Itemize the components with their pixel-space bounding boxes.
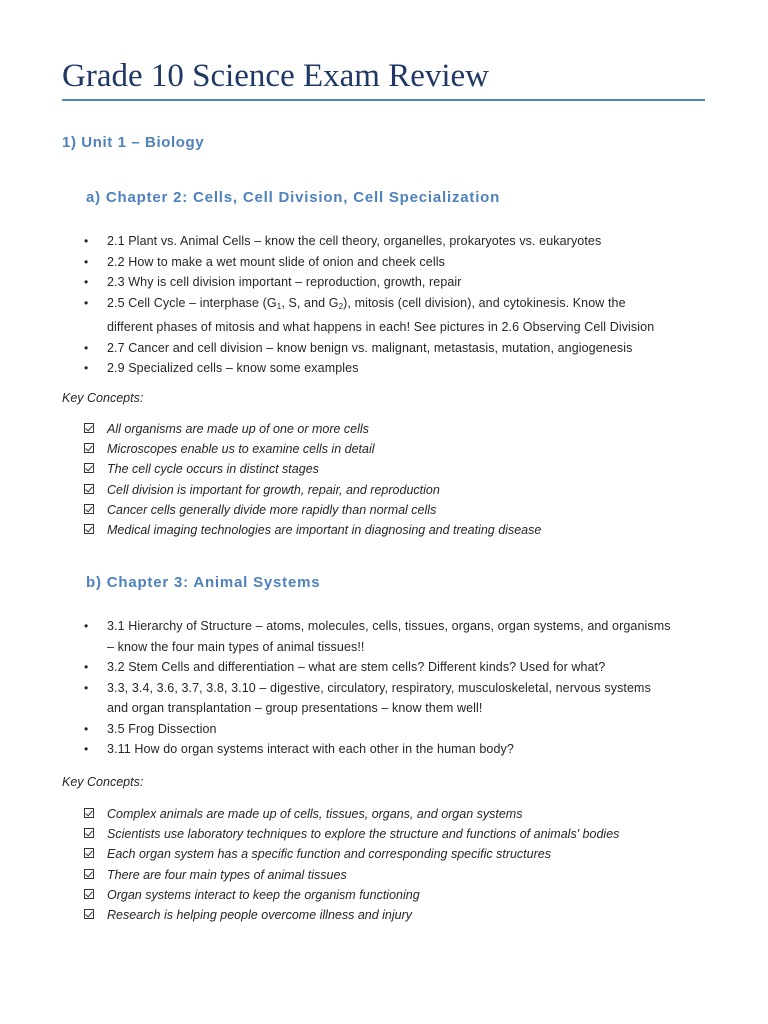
checked-box-icon <box>84 869 94 879</box>
chapter-3-topic-list <box>84 616 674 760</box>
list-item: • 3.5 Frog Dissection <box>84 719 674 740</box>
chapter-3-heading: b) Chapter 3: Animal Systems <box>86 574 321 591</box>
checked-box-icon <box>84 463 94 473</box>
list-item: Research is helping people overcome illness and injury <box>84 905 704 925</box>
list-item: Cancer cells generally divide more rapidly than normal cells <box>84 500 704 520</box>
bullet-icon: • <box>84 234 89 248</box>
list-item: All organisms are made up of one or more cells <box>84 419 704 439</box>
list-item: • 3.2 Stem Cells and differentiation – what are stem cells? Different kinds? Used for what? <box>84 657 674 678</box>
checked-box-icon <box>84 484 94 494</box>
bullet-icon: • <box>84 361 89 375</box>
list-item: Scientists use laboratory techniques to explore the structure and functions of animals' bodies <box>84 824 704 844</box>
list-item: Cell division is important for growth, repair, and reproduction <box>84 480 704 500</box>
checked-box-icon <box>84 909 94 919</box>
unit-heading: 1) Unit 1 – Biology <box>62 134 205 151</box>
bullet-icon: • <box>84 680 89 695</box>
bullet-icon: • <box>84 742 89 756</box>
checked-box-icon <box>84 504 94 514</box>
title-underline <box>62 99 705 101</box>
list-item: • 3.1 Hierarchy of Structure – atoms, molecules, cells, tissues, organs, organ systems, and organisms – know the four main types of animal tissues!! <box>84 616 674 657</box>
checked-box-icon <box>84 808 94 818</box>
list-item: • 3.11 How do organ systems interact with each other in the human body? <box>84 739 674 760</box>
list-item <box>84 293 674 338</box>
list-item: • 2.7 Cancer and cell division – know benign vs. malignant, metastasis, mutation, angiogenesis <box>84 338 674 359</box>
bullet-icon: • <box>84 340 89 355</box>
bullet-icon: • <box>84 619 89 633</box>
checked-box-icon <box>84 524 94 534</box>
list-item: There are four main types of animal tissues <box>84 865 704 885</box>
key-concepts-label: Key Concepts: <box>62 775 144 789</box>
checked-box-icon <box>84 848 94 858</box>
bullet-icon: • <box>84 660 89 674</box>
bullet-icon: • <box>84 295 89 310</box>
list-item: Each organ system has a specific function and corresponding specific structures <box>84 844 704 864</box>
checked-box-icon <box>84 423 94 433</box>
list-item: Organ systems interact to keep the organism functioning <box>84 885 704 905</box>
list-item: Microscopes enable us to examine cells in detail <box>84 439 704 459</box>
chapter-2-key-concepts <box>84 419 704 540</box>
checked-box-icon <box>84 889 94 899</box>
list-item: • 3.3, 3.4, 3.6, 3.7, 3.8, 3.10 – digestive, circulatory, respiratory, musculoskeletal, nervous systems and organ transplantation – group presentations – know them well! <box>84 678 674 719</box>
chapter-3-key-concepts <box>84 804 704 925</box>
bullet-icon: • <box>84 254 89 269</box>
chapter-2-heading: a) Chapter 2: Cells, Cell Division, Cell Specialization <box>86 189 501 206</box>
chapter-2-topic-list <box>84 231 674 379</box>
bullet-icon: • <box>84 275 89 289</box>
page-title: Grade 10 Science Exam Review <box>62 58 490 94</box>
list-item: The cell cycle occurs in distinct stages <box>84 459 704 479</box>
list-item: • 2.1 Plant vs. Animal Cells – know the cell theory, organelles, prokaryotes vs. eukaryotes <box>84 231 674 252</box>
checked-box-icon <box>84 443 94 453</box>
list-item: • 2.9 Specialized cells – know some examples <box>84 358 674 379</box>
list-item: Medical imaging technologies are important in diagnosing and treating disease <box>84 520 704 540</box>
checked-box-icon <box>84 828 94 838</box>
bullet-icon: • <box>84 721 89 736</box>
list-item: Complex animals are made up of cells, tissues, organs, and organ systems <box>84 804 704 824</box>
key-concepts-label: Key Concepts: <box>62 391 144 405</box>
list-item: • 2.2 How to make a wet mount slide of onion and cheek cells <box>84 252 674 273</box>
list-item: • 2.3 Why is cell division important – reproduction, growth, repair <box>84 272 674 293</box>
cell-cycle-text: 2.5 Cell Cycle – interphase ($G_1$, S, and $G_2$), mitosis (cell division), and cytokinesis. Know the different phases of mitosis and what happens in each! See pictures in 2.6 Observing Cell Division <box>107 295 655 334</box>
